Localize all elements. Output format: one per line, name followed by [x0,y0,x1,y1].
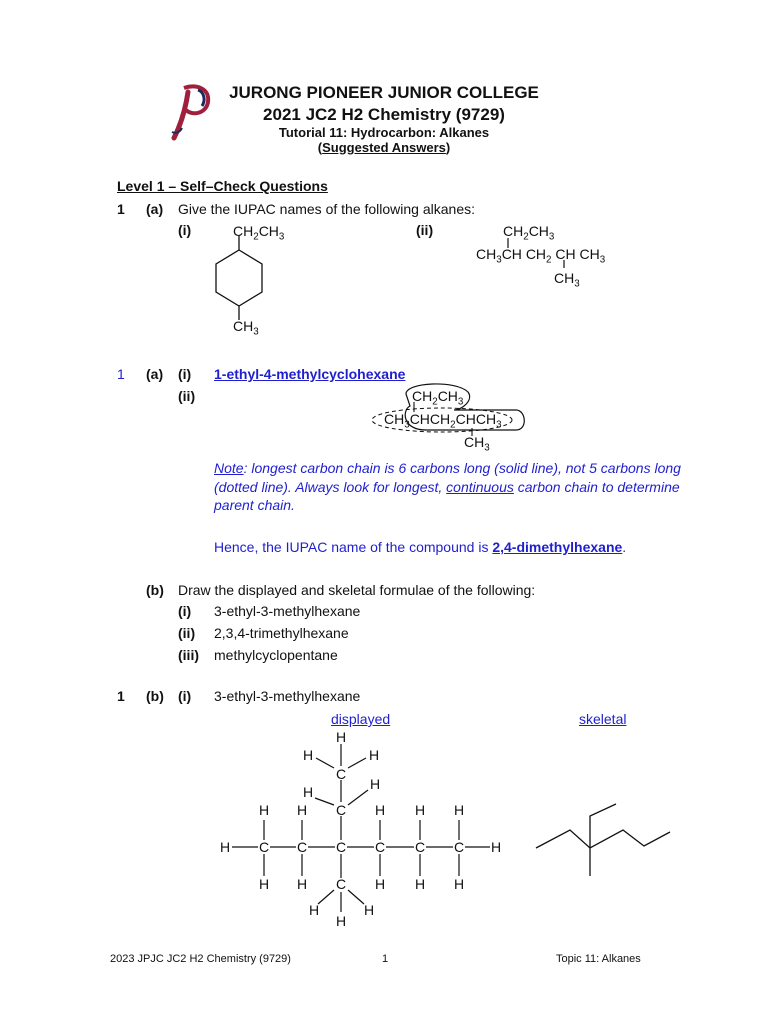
atom-c: C [259,839,270,855]
atom-h: H [303,784,314,800]
atom-c: C [297,839,308,855]
atom-h: H [369,747,380,763]
skeletal-formula-label: skeletal [579,711,627,727]
q1b-item-num: (ii) [178,625,196,641]
answer-1b-label: (b) [146,688,164,704]
atom-h: H [297,802,308,818]
q1b-item-name: 2,3,4-trimethylhexane [214,625,349,641]
atom-h: H [454,802,465,818]
q1b-item-name: methylcyclopentane [214,647,338,663]
ethyl-group-label: $CH_2CH_3$ [233,223,285,243]
q1b-item-name: 3-ethyl-3-methylhexane [214,603,361,619]
subpart-i-label: (i) [178,222,192,238]
college-name: JURONG PIONEER JUNIOR COLLEGE [229,83,539,102]
atom-h: H [303,747,314,763]
atom-c: C [375,839,386,855]
course-title: 2021 JC2 H2 Chemistry (9729) [263,105,505,124]
atom-h: H [297,876,308,892]
ii-ethyl-label: $CH_2CH_3$ [503,223,555,243]
atom-c: C [336,802,347,818]
atom-h: H [491,839,502,855]
question-part-b: (b) [146,582,164,598]
note-line-3: parent chain. [214,497,295,513]
suggested-answers-label: (Suggested Answers) [317,140,451,155]
question-1a-text: Give the IUPAC names of the following alkanes: [178,201,476,217]
cyclohexane-ring [210,236,270,326]
annot-ethyl: $CH_2CH_3$ [412,388,464,408]
answer-1a-i-label: (i) [178,366,192,382]
atom-h: H [415,876,426,892]
atom-h: H [259,876,270,892]
atom-c: C [336,876,347,892]
answer-1b-number: 1 [117,688,125,704]
atom-c: C [336,766,347,782]
atom-h: H [336,913,347,929]
annot-methyl: $CH_3$ [464,434,490,454]
hence-statement: Hence, the IUPAC name of the compound is 2,4-dimethylhexane. [214,539,627,555]
question-1b-text: Draw the displayed and skeletal formulae of the following: [178,582,536,598]
atom-h: H [309,902,320,918]
atom-c: C [336,839,347,855]
q1b-item-num: (i) [178,603,192,619]
answer-1a-i-name: 1-ethyl-4-methylcyclohexane [214,366,406,382]
atom-h: H [375,802,386,818]
skeletal-formula [530,796,680,882]
note-line-2: (dotted line). Always look for longest, continuous carbon chain to determine [214,479,680,495]
ii-main-chain: $CH_3CH$ $CH_2$ CH $CH_3$ [476,246,606,266]
atom-h: H [370,776,381,792]
tutorial-title: Tutorial 11: Hydrocarbon: Alkanes [278,125,490,140]
annot-main-chain: $CH_3CHCH_2CHCH_3$ [384,411,502,431]
atom-h: H [415,802,426,818]
answer-1a-ii-label: (ii) [178,388,196,404]
ii-methyl-label: $CH_3$ [554,270,580,290]
level1-heading: Level 1 – Self–Check Questions [117,178,328,194]
displayed-formula [210,728,510,932]
atom-h: H [336,729,347,745]
atom-h: H [364,902,375,918]
atom-h: H [375,876,386,892]
atom-h: H [454,876,465,892]
answer-1b-i-name: 3-ethyl-3-methylhexane [214,688,361,704]
subpart-ii-label: (ii) [416,222,434,238]
atom-c: C [415,839,426,855]
atom-h: H [259,802,270,818]
footer-left: 2023 JPJC JC2 H2 Chemistry (9729) [110,953,291,965]
methyl-group-label: $CH_3$ [233,318,259,338]
answer-1b-i-label: (i) [178,688,192,704]
atom-c: C [454,839,465,855]
question-part-a: (a) [146,201,164,217]
question-number: 1 [117,201,125,217]
footer-right: Topic 11: Alkanes [556,953,641,965]
answer-1a-label: (a) [146,366,164,382]
note-line-1: Note: longest carbon chain is 6 carbons long (solid line), not 5 carbons long [214,460,681,476]
answer-1-number: 1 [117,366,125,382]
page-number: 1 [382,953,389,965]
q1b-item-num: (iii) [178,647,199,663]
displayed-formula-label: displayed [331,711,391,727]
atom-h: H [220,839,231,855]
